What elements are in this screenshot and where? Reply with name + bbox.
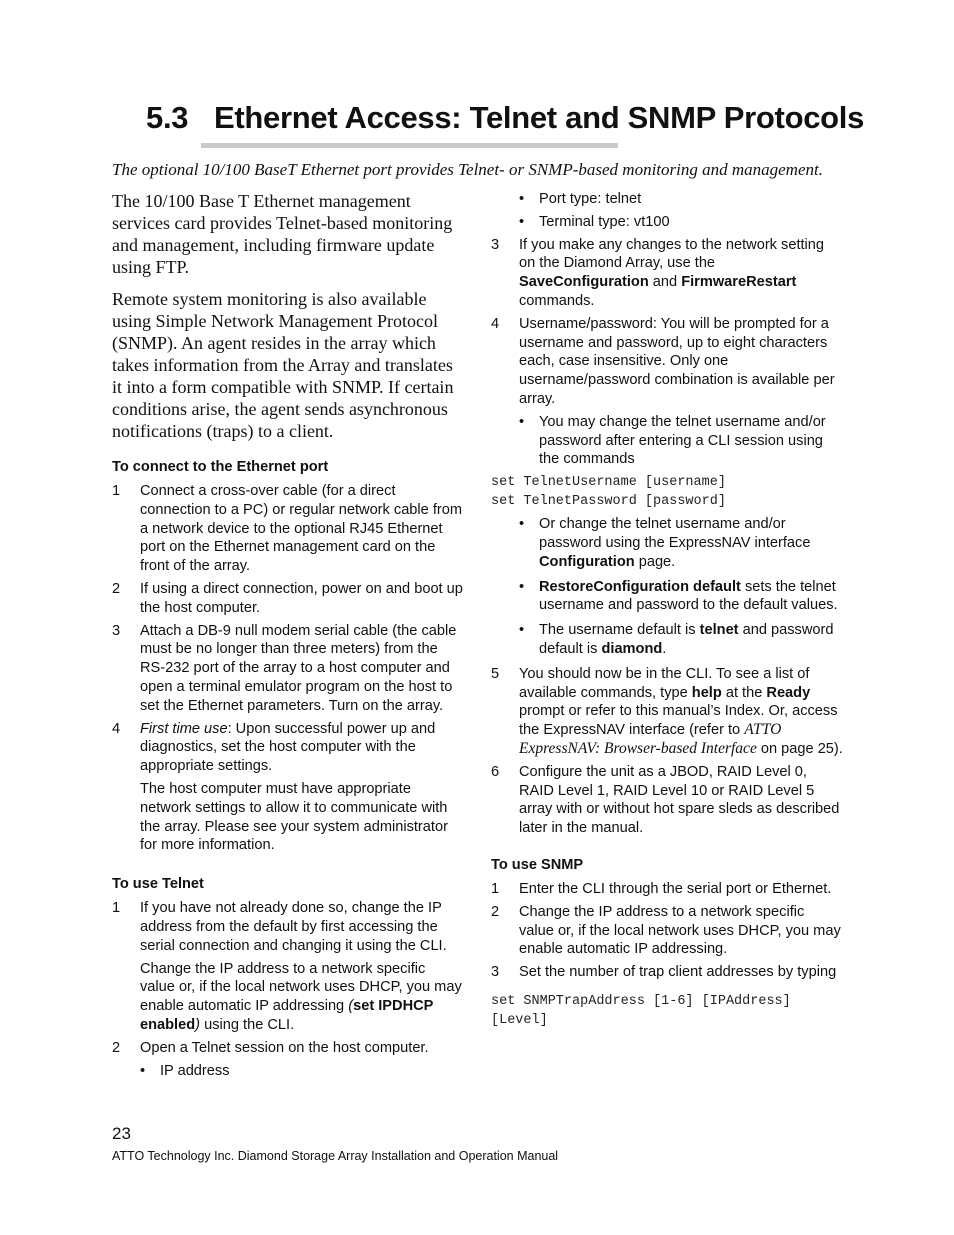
bullet-text: You may change the telnet username and/or password after entering a CLI session using the commands (539, 413, 826, 468)
list-item (112, 482, 464, 576)
step-number: 1 (112, 900, 121, 917)
bullet-item (519, 413, 843, 469)
step-number: 1 (112, 483, 121, 499)
command-saveconfiguration: SaveConfiguration (519, 274, 649, 291)
command-help: help (691, 684, 722, 701)
bullet-item (140, 1062, 464, 1081)
text-run: If you make any changes to the network setting on the Diamond Array, use the (519, 236, 825, 272)
ready-prompt-label: Ready (766, 684, 811, 701)
step-number: 4 (112, 720, 121, 737)
bullet-text: Port type: telnet (539, 191, 642, 207)
right-column (491, 190, 843, 1030)
step-number: 5 (491, 665, 500, 682)
list-item (491, 236, 843, 311)
text-run: page. (634, 553, 676, 570)
text-run: at the (721, 684, 767, 701)
step-number: 1 (491, 880, 500, 897)
text-run: You should now be in the CLI. To see a list of available commands, type (519, 665, 810, 701)
step-number: 3 (112, 622, 121, 639)
code-block (491, 473, 843, 511)
bullet-text: IP address (160, 1062, 230, 1079)
section-title-text: Ethernet Access: Telnet and SNMP Protocols (214, 100, 865, 135)
text-run: sets the telnet username and password to the default values. (539, 578, 838, 614)
step-text: Set the number of trap client addresses by typing (519, 964, 837, 981)
step-text: Open a Telnet session on the host computer. (140, 1039, 429, 1056)
cross-reference: ATTO ExpressNAV: Browser-based Interface (519, 721, 782, 757)
code-block (491, 992, 843, 1030)
step-number: 2 (491, 903, 500, 920)
paren-open: ( (348, 998, 354, 1015)
bullet-text: Terminal type: vt100 (539, 213, 670, 230)
section-title (146, 100, 864, 136)
code-line: set TelnetUsername [username] (491, 475, 726, 491)
step-text: Username/password: You will be prompted for a username and password, up to eight characters each, case insensitive. Only one username/password combination is available per array. (519, 315, 835, 407)
list-item (491, 315, 843, 409)
step-text: Enter the CLI through the serial port or Ethernet. (519, 880, 832, 897)
bullet-icon: • (519, 213, 525, 230)
text-run: and password default is (539, 622, 834, 657)
page-footer: ATTO Technology Inc. Diamond Storage Array Installation and Operation Manual (112, 1149, 559, 1163)
list-item (112, 622, 464, 716)
step-text (519, 236, 843, 311)
configuration-label: Configuration (539, 553, 635, 570)
left-column (112, 190, 464, 1084)
bullet-item (519, 213, 843, 232)
default-password: diamond (601, 640, 663, 657)
list-item (112, 1039, 464, 1058)
step-number: 6 (491, 763, 500, 780)
list-item (491, 665, 843, 759)
command-ipdhcp: set IPDHCP enabled (140, 998, 434, 1033)
bullet-icon: • (519, 413, 525, 430)
step-number: 3 (491, 236, 500, 253)
paragraph-telnet-overview: The 10/100 Base T Ethernet management services card provides Telnet-based monitoring and management, including firmware update using FTP. (112, 191, 453, 277)
step-text (519, 665, 843, 759)
step-text: Change the IP address to a network specific value or, if the local network uses DHCP, you may enable automatic IP addressing. (519, 903, 841, 958)
text-run: on page 25). (756, 740, 843, 757)
paragraph-snmp-overview: Remote system monitoring is also available using Simple Network Management Protocol (SNMP). An agent resides in the array which takes information from the Array and translates it into a form compatible with SNMP. If certain conditions arise, the agent sends asynchronous notifications (traps) to a client. (112, 289, 454, 441)
list-item (491, 763, 843, 838)
command-firmwarerestart: FirmwareRestart (681, 274, 797, 291)
connect-heading: To connect to the Ethernet port (112, 459, 329, 475)
step-number: 4 (491, 315, 500, 332)
step-number: 3 (491, 964, 500, 981)
paren-close: ) (195, 1016, 201, 1033)
step-text-rest: : Upon successful power up and diagnostics, set the host computer with the appropriate settings. (140, 720, 436, 775)
text-run: . (662, 640, 667, 657)
step-number: 2 (112, 580, 121, 597)
step-note (140, 960, 464, 1035)
bullet-text (539, 515, 843, 571)
command-restoreconfiguration: RestoreConfiguration default (539, 578, 741, 595)
step-text: Configure the unit as a JBOD, RAID Level 0, RAID Level 1, RAID Level 10 or RAID Level 5 array with or without hot spare sleds as described later in the manual. (519, 763, 840, 837)
bullet-item (519, 578, 843, 616)
step-text: If you have not already done so, change the IP address from the default by first accessing the serial connection and changing it using the CLI. (140, 900, 447, 954)
bullet-text (539, 621, 843, 659)
code-line: set TelnetPassword [password] (491, 494, 726, 510)
step-text (140, 720, 464, 776)
bullet-icon: • (519, 622, 525, 639)
text-run: Or change the telnet username and/or password using the ExpressNAV interface (539, 516, 811, 551)
text-run: prompt or refer to this manual’s Index. Or, access the ExpressNAV interface (refer to (519, 703, 838, 739)
step-text: If using a direct connection, power on and boot up the host computer. (140, 580, 463, 616)
step-text: Attach a DB-9 null modem serial cable (the cable must be no longer than three meters) from the RS-232 port of the array to a host computer and open a terminal emulator program on the host to set the Ethernet parameters. Turn on the array. (140, 622, 457, 714)
title-underline (201, 143, 618, 148)
bullet-text (539, 578, 843, 616)
code-line: set SNMPTrapAddress [1-6] [IPAddress] (491, 993, 791, 1009)
first-time-use-label: First time use (140, 720, 228, 737)
note-text: Change the IP address to a network specific value or, if the local network uses DHCP, you may enable automatic IP addressing (140, 960, 462, 1015)
text-run: The username default is (539, 622, 700, 639)
list-item (491, 963, 843, 982)
list-item (112, 899, 464, 955)
text-run: and (648, 274, 682, 291)
section-intro: The optional 10/100 BaseT Ethernet port provides Telnet- or SNMP-based monitoring and management. (112, 160, 823, 179)
text-run: commands. (519, 292, 595, 309)
bullet-icon: • (519, 191, 525, 207)
bullet-icon: • (140, 1062, 146, 1079)
bullet-icon: • (519, 516, 525, 533)
telnet-heading: To use Telnet (112, 876, 204, 893)
page-number: 23 (112, 1124, 131, 1143)
list-item (112, 580, 464, 618)
step-number: 2 (112, 1039, 121, 1056)
list-item (491, 880, 843, 899)
bullet-icon: • (519, 578, 525, 595)
step-note: The host computer must have appropriate network settings to allow it to communicate with the array. Please see your system administrator for more information. (140, 780, 448, 854)
list-item (491, 903, 843, 959)
step-text: Connect a cross-over cable (for a direct connection to a PC) or regular network cable from a network device to the optional RJ45 Ethernet port on the Ethernet management card on the front of the array. (140, 483, 463, 575)
default-username: telnet (699, 622, 739, 639)
list-item (112, 720, 464, 776)
bullet-item (519, 515, 843, 571)
code-line: [Level] (491, 1012, 548, 1028)
bullet-item (519, 621, 843, 659)
bullet-item (519, 190, 843, 209)
section-number: 5.3 (146, 100, 189, 135)
note-text: using the CLI. (200, 1016, 295, 1033)
snmp-heading: To use SNMP (491, 856, 584, 873)
